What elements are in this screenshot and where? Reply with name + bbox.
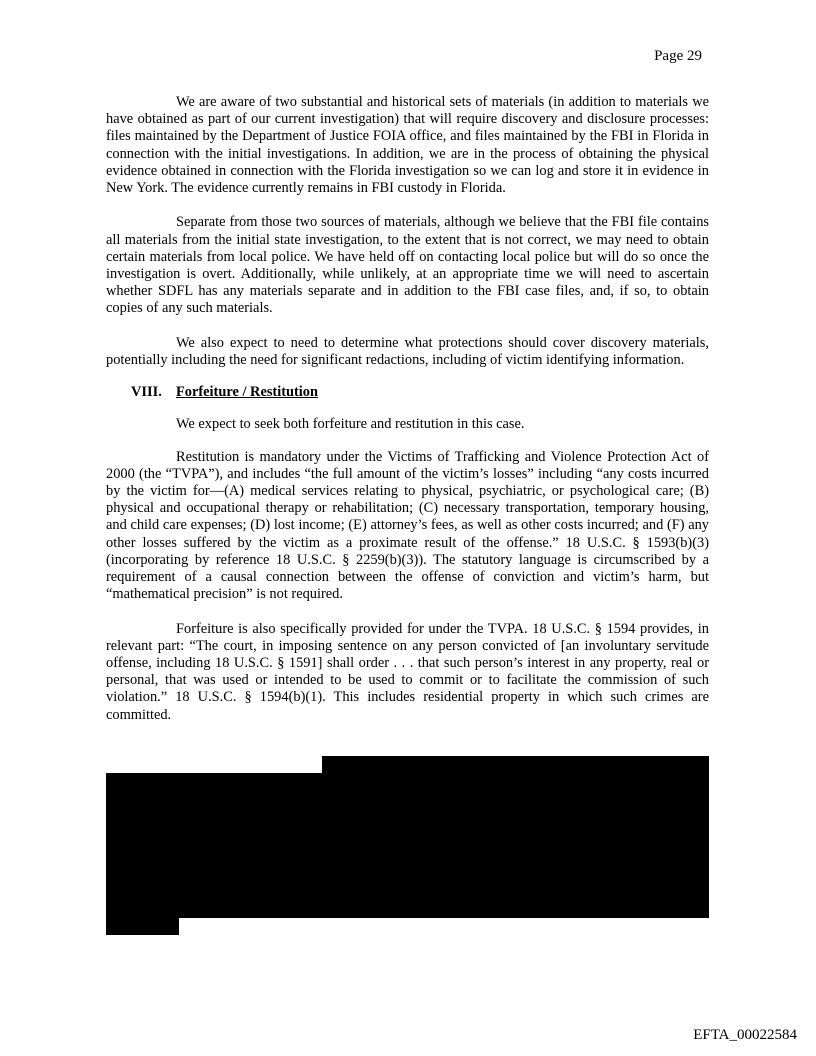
bates-number: EFTA_00022584 — [693, 1027, 797, 1043]
document-body — [106, 94, 709, 741]
paragraph-protections: We also expect to need to determine what protections should cover discovery materials, potentially including the need for significant redactions, including of victim identifying information. — [106, 334, 709, 369]
redaction-block — [106, 917, 179, 935]
section-heading — [106, 384, 709, 401]
paragraph-forfeiture-intro: We expect to seek both forfeiture and restitution in this case. — [176, 416, 525, 433]
paragraph-discovery-materials: We are aware of two substantial and historical sets of materials (in addition to materials we have obtained as part of our current investigation) that will require discovery and disclosure processes: files maintained by the Department of Justice FOIA office, and files maintained by the FBI in Florida in connection with the initial investigations. In addition, we are in the process of obtaining the physical evidence obtained in connection with the Florida investigation so we can log and store it in evidence in New York. The evidence currently remains in FBI custody in Florida. — [106, 94, 709, 197]
paragraph-forfeiture-tvpa: Forfeiture is also specifically provided for under the TVPA. 18 U.S.C. § 1594 provides, in relevant part: “The court, in imposing sentence on any person convicted of [an involuntary servitude offense, including 18 U.S.C. § 1591] shall order . . . that such person’s interest in any property, real or personal, that was used or intended to be used to commit or to facilitate the commission of such violation.” 18 U.S.C. § 1594(b)(1). This includes residential property in which such crimes are committed. — [106, 620, 709, 723]
redaction-block — [322, 756, 709, 774]
paragraph-restitution: Restitution is mandatory under the Victims of Trafficking and Violence Protection Act of 2000 (the “TVPA”), and includes “the full amount of the victim’s losses” including “any costs incurred by the victim for—(A) medical services relating to physical, psychiatric, or psychological care; (B) physical and occupational therapy or rehabilitation; (C) necessary transportation, temporary housing, and child care expenses; (D) lost income; (E) attorney’s fees, as well as other costs incurred; and (F) any other losses suffered by the victim as a proximate result of the offense.” 18 U.S.C. § 1593(b)(3) (incorporating by reference 18 U.S.C. § 2259(b)(3)). The statutory language is circumscribed by a requirement of a causal connection between the offense of conviction and victim’s harm, but “mathematical precision” is not required. — [106, 448, 709, 603]
page-number: Page 29 — [654, 48, 702, 64]
redaction-block — [106, 773, 709, 918]
section-title: Forfeiture / Restitution — [176, 384, 319, 401]
paragraph-local-police: Separate from those two sources of materials, although we believe that the FBI file contains all materials from the initial state investigation, to the extent that is not correct, we may need to obtain certain materials from local police. We have held off on contacting local police but will do so once the investigation is overt. Additionally, while unlikely, at an appropriate time we will need to ascertain whether SDFL has any materials separate and in addition to the FBI case files, and, if so, to obtain copies of any such materials. — [106, 214, 709, 317]
section-number: VIII. — [131, 384, 162, 401]
